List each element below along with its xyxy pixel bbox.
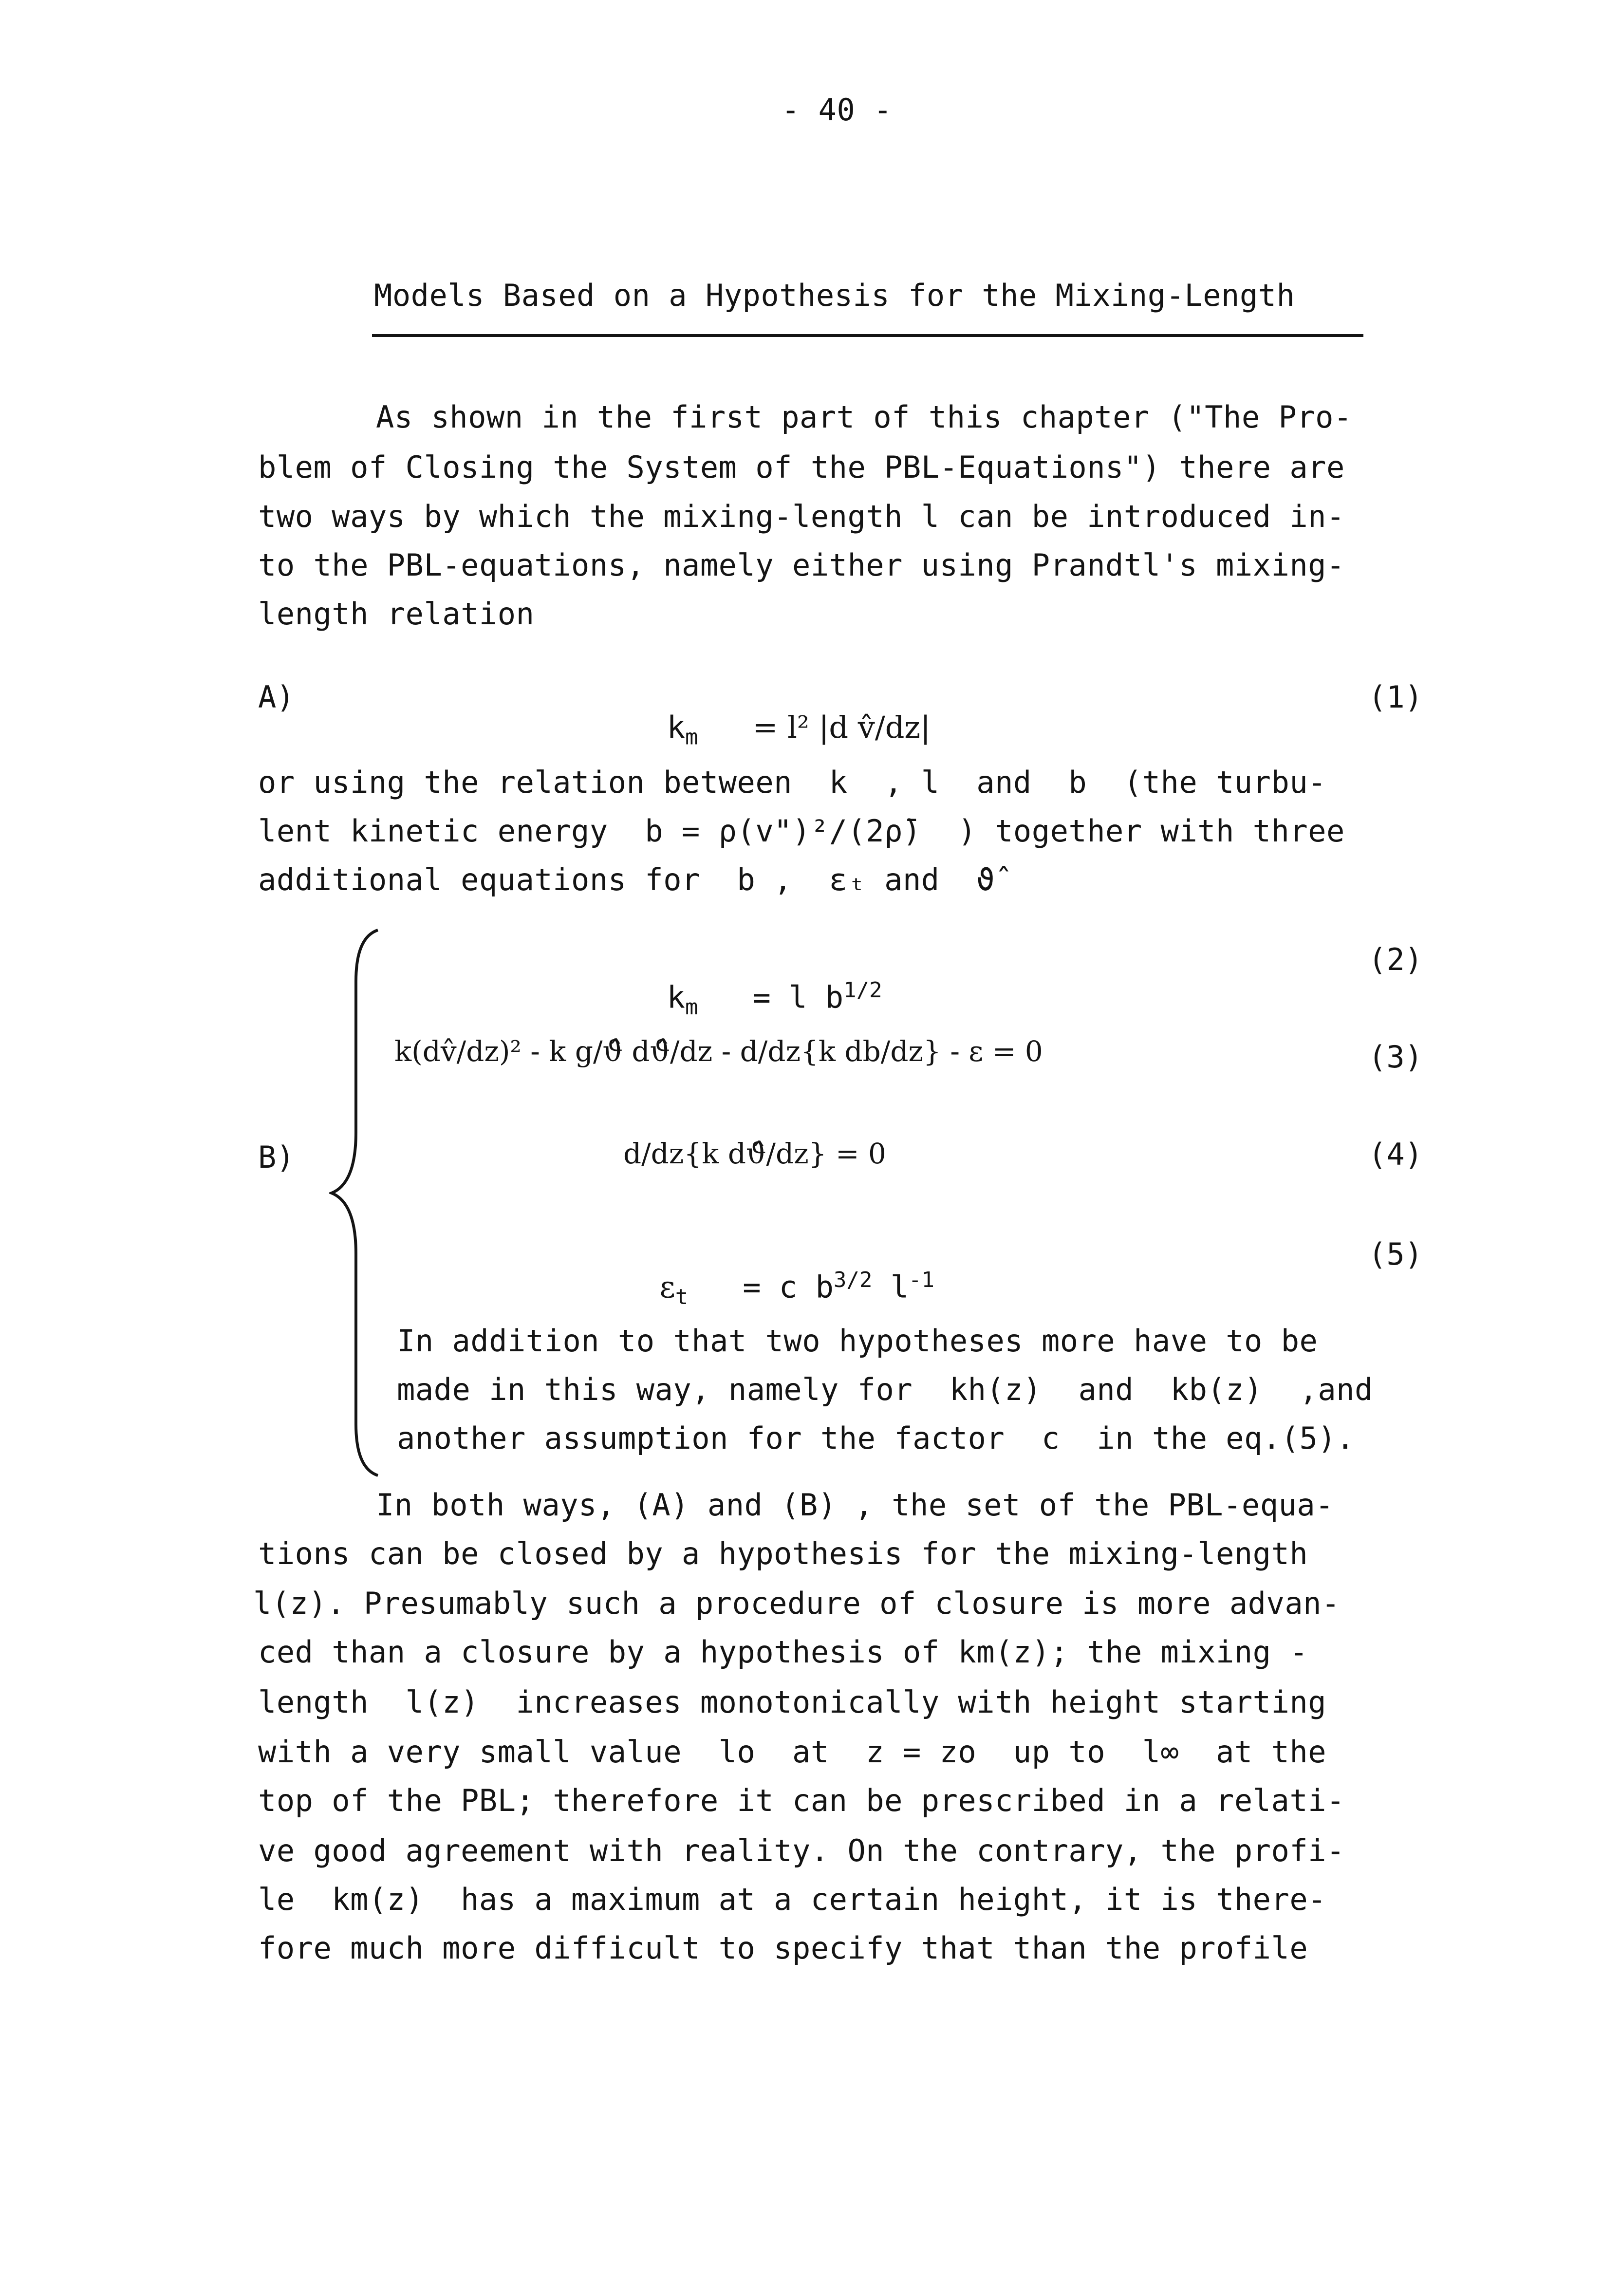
b-note-line: made in this way, namely for kh(z) and kb(z) ,and [397, 1372, 1373, 1407]
section-heading: Models Based on a Hypothesis for the Mixing-Length [374, 278, 1295, 313]
closing-line: ve good agreement with reality. On the contrary, the profi- [258, 1833, 1345, 1868]
intro-line: blem of Closing the System of the PBL-Equations") there are [258, 449, 1345, 485]
eq2-rhs-sup: 1/2 [843, 978, 882, 1003]
eq5-rhs-tail-sup: -1 [909, 1268, 935, 1292]
equation-number-2: (2) [1368, 942, 1423, 977]
eq2-lhs: k [667, 979, 685, 1015]
closing-line: le km(z) has a maximum at a certain height, it is there- [258, 1882, 1326, 1917]
closing-line: length l(z) increases monotonically with height starting [258, 1684, 1326, 1720]
left-curly-brace [329, 928, 383, 1478]
middle-line: lent kinetic energy b = ρ(v")²/(2ρ̄) ) together with three [258, 813, 1345, 849]
equation-3: k(dv̂/dz)² - k g/ϑ̂ dϑ̂/dz - d/dz{k db/dz} - ε = 0 [394, 1035, 1043, 1068]
eq5-rhs: = c b [743, 1269, 834, 1305]
intro-line: length relation [258, 596, 535, 632]
heading-underline [372, 334, 1363, 337]
equation-number-3: (3) [1368, 1039, 1423, 1075]
middle-line: additional equations for b , εₜ and ϑ̂ [258, 862, 995, 897]
eq5-rhs-sup: 3/2 [833, 1268, 873, 1292]
page-number: - 40 - [782, 92, 892, 128]
closing-line: fore much more difficult to specify that than the profile [258, 1930, 1308, 1966]
middle-line: or using the relation between k , l and b (the turbu- [258, 765, 1326, 800]
equation-2 [631, 950, 882, 1018]
eq1-lhs: k [667, 709, 685, 745]
closing-line: with a very small value lo at z = zo up to l∞ at the [258, 1734, 1326, 1770]
equation-5 [623, 1239, 934, 1308]
equation-number-5: (5) [1368, 1236, 1423, 1272]
equation-number-4: (4) [1368, 1137, 1423, 1172]
closing-line: top of the PBL; therefore it can be prescribed in a relati- [258, 1783, 1345, 1818]
closing-line: l(z). Presumably such a procedure of closure is more advan- [253, 1586, 1340, 1621]
eq5-lhs: ε [659, 1269, 675, 1305]
equation-label-b: B) [258, 1139, 295, 1175]
equation-label-a: A) [258, 679, 295, 715]
eq1-lhs-sub: m [685, 725, 698, 750]
b-note-line: In addition to that two hypotheses more have to be [397, 1323, 1318, 1359]
equation-4: d/dz{k dϑ̂/dz} = 0 [623, 1137, 886, 1170]
closing-line: In both ways, (A) and (B) , the set of the PBL-equa- [376, 1487, 1334, 1523]
intro-line: to the PBL-equations, namely either using Prandtl's mixing- [258, 547, 1345, 583]
closing-line: tions can be closed by a hypothesis for the mixing-length [258, 1536, 1308, 1571]
equation-number-1: (1) [1368, 679, 1423, 715]
closing-line: ced than a closure by a hypothesis of km(z); the mixing - [258, 1634, 1308, 1670]
eq5-lhs-sub: t [675, 1285, 689, 1310]
eq2-rhs: = l b [752, 979, 844, 1015]
equation-1 [631, 682, 931, 748]
eq5-rhs-tail: l [890, 1269, 909, 1305]
eq1-rhs: = l² |d v̂/dz| [752, 709, 931, 745]
eq2-lhs-sub: m [685, 995, 698, 1020]
intro-line: two ways by which the mixing-length l can be introduced in- [258, 499, 1345, 534]
b-note-line: another assumption for the factor c in the eq.(5). [397, 1420, 1355, 1456]
intro-line: As shown in the first part of this chapter ("The Pro- [376, 399, 1352, 435]
